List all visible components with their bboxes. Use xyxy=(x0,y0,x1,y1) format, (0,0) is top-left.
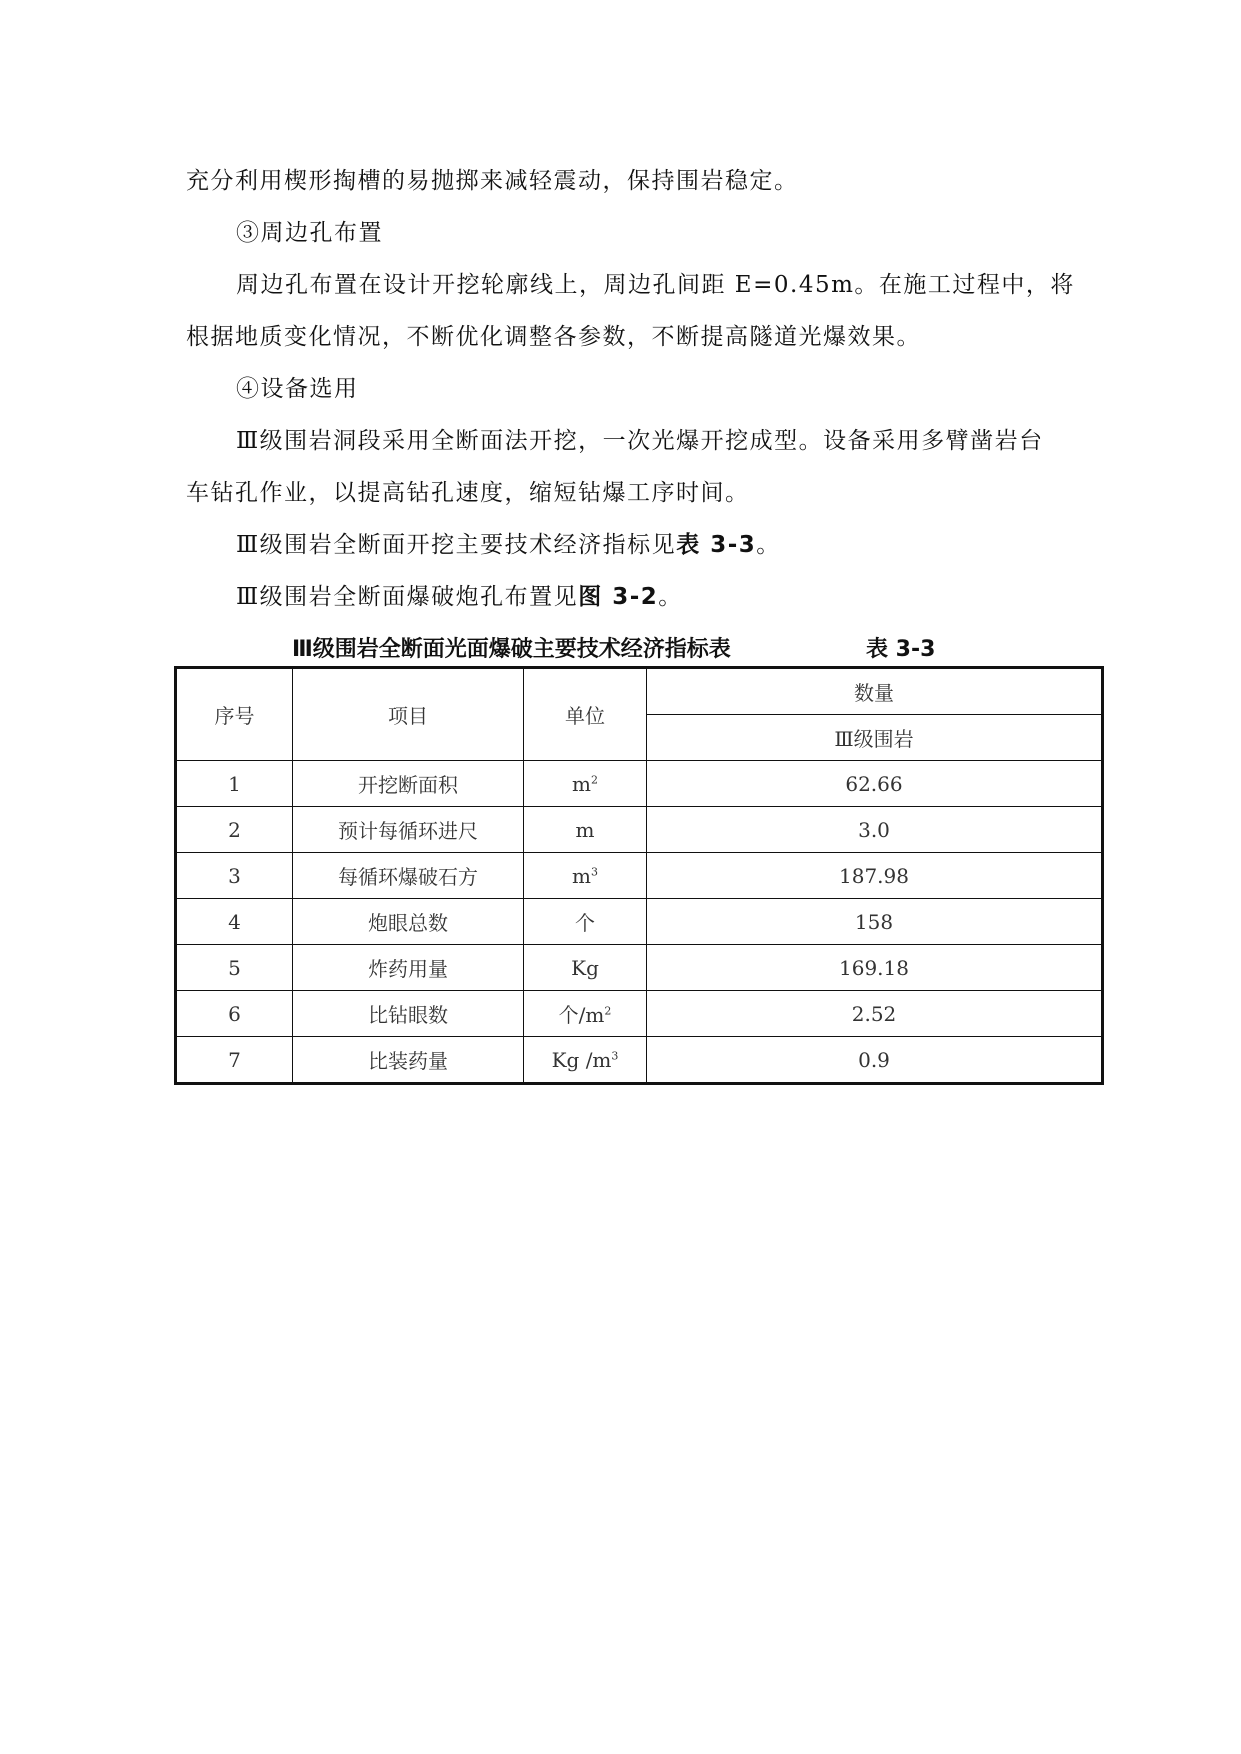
table-caption xyxy=(292,632,936,663)
paragraph-text: Ⅲ级围岩洞段采用全断面法开挖，一次光爆开挖成型。设备采用多臂凿岩台 xyxy=(236,428,1044,454)
table-row xyxy=(176,1037,1103,1084)
unit-base: m xyxy=(572,863,591,888)
cell-index: 1 xyxy=(176,761,293,807)
cell-index: 5 xyxy=(176,945,293,991)
cell-unit xyxy=(524,1037,647,1084)
cell-unit xyxy=(524,945,647,991)
header-item: 项目 xyxy=(293,668,524,761)
unit-base: m xyxy=(575,817,595,842)
indicator-table xyxy=(174,666,1104,1085)
header-index: 序号 xyxy=(176,668,293,761)
header-quantity: 数量 xyxy=(647,668,1103,715)
unit-superscript: 2 xyxy=(604,1004,612,1018)
cell-index: 3 xyxy=(176,853,293,899)
table-caption-number: 表 3-3 xyxy=(866,637,936,662)
table-reference: 表 3-3 xyxy=(676,532,757,558)
cell-unit xyxy=(524,761,647,807)
table-header-row xyxy=(176,668,1103,715)
section-heading xyxy=(236,218,383,248)
heading-text: ④设备选用 xyxy=(236,376,359,402)
paragraph-line xyxy=(236,530,781,560)
cell-index: 2 xyxy=(176,807,293,853)
cell-item: 每循环爆破石方 xyxy=(293,853,524,899)
section-heading xyxy=(236,374,359,404)
cell-value: 0.9 xyxy=(647,1037,1103,1084)
cell-value: 187.98 xyxy=(647,853,1103,899)
cell-value: 62.66 xyxy=(647,761,1103,807)
table-row xyxy=(176,761,1103,807)
cell-unit xyxy=(524,807,647,853)
unit-base: 个/m xyxy=(558,1003,605,1027)
cell-item: 炸药用量 xyxy=(293,945,524,991)
table-row xyxy=(176,853,1103,899)
cell-index: 6 xyxy=(176,991,293,1037)
cell-unit xyxy=(524,853,647,899)
table-row xyxy=(176,807,1103,853)
cell-item: 炮眼总数 xyxy=(293,899,524,945)
cell-value: 169.18 xyxy=(647,945,1103,991)
paragraph-text: 车钻孔作业，以提高钻孔速度，缩短钻爆工序时间。 xyxy=(186,480,750,506)
unit-superscript: 3 xyxy=(590,864,598,878)
cell-unit xyxy=(524,991,647,1037)
paragraph-line xyxy=(186,166,799,196)
paragraph-text: Ⅲ级围岩全断面开挖主要技术经济指标见 xyxy=(236,532,677,558)
table-row xyxy=(176,945,1103,991)
paragraph-tail: 。 xyxy=(658,584,683,610)
paragraph-text: 充分利用楔形掏槽的易抛掷来减轻震动，保持围岩稳定。 xyxy=(186,168,799,194)
cell-value: 3.0 xyxy=(647,807,1103,853)
cell-index: 4 xyxy=(176,899,293,945)
table-caption-title: Ⅲ级围岩全断面光面爆破主要技术经济指标表 xyxy=(292,637,731,662)
unit-superscript: 2 xyxy=(590,772,598,786)
unit-superscript: 3 xyxy=(611,1048,619,1062)
cell-value: 2.52 xyxy=(647,991,1103,1037)
paragraph-text: Ⅲ级围岩全断面爆破炮孔布置见 xyxy=(236,584,579,610)
paragraph-tail: 。 xyxy=(756,532,781,558)
table-row xyxy=(176,991,1103,1037)
paragraph-line xyxy=(236,270,1075,300)
unit-base: Kg xyxy=(571,955,599,980)
cell-item: 开挖断面积 xyxy=(293,761,524,807)
unit-base: m xyxy=(572,771,591,796)
cell-item: 预计每循环进尺 xyxy=(293,807,524,853)
cell-item: 比装药量 xyxy=(293,1037,524,1084)
cell-item: 比钻眼数 xyxy=(293,991,524,1037)
table-row xyxy=(176,899,1103,945)
unit-base: 个 xyxy=(575,911,595,935)
heading-text: ③周边孔布置 xyxy=(236,220,383,246)
header-quantity-sub: Ⅲ级围岩 xyxy=(647,715,1103,761)
figure-reference: 图 3-2 xyxy=(578,584,659,610)
paragraph-text: 周边孔布置在设计开挖轮廓线上，周边孔间距 E=0.45m。在施工过程中，将 xyxy=(236,272,1075,298)
cell-index: 7 xyxy=(176,1037,293,1084)
paragraph-text: 根据地质变化情况，不断优化调整各参数，不断提高隧道光爆效果。 xyxy=(186,324,921,350)
paragraph-line xyxy=(186,478,750,508)
paragraph-line xyxy=(186,322,921,352)
paragraph-line xyxy=(236,582,683,612)
cell-unit xyxy=(524,899,647,945)
paragraph-line xyxy=(236,426,1044,456)
unit-base: Kg /m xyxy=(551,1047,612,1072)
cell-value: 158 xyxy=(647,899,1103,945)
header-unit: 单位 xyxy=(524,668,647,761)
